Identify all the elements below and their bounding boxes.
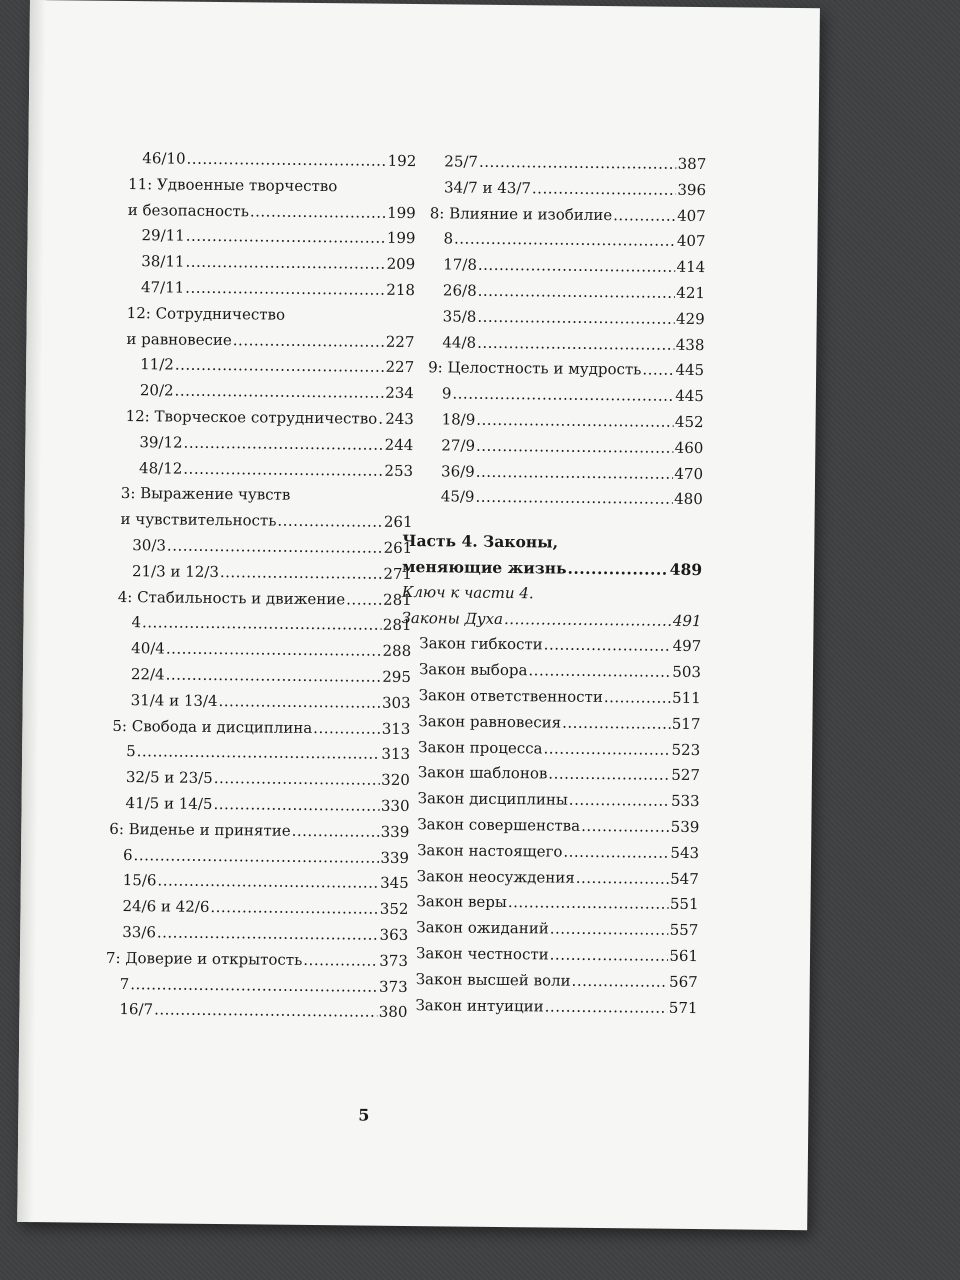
toc-entry xyxy=(400,763,700,792)
dot-leader xyxy=(166,640,382,660)
toc-entry-page: 497 xyxy=(672,637,702,656)
toc-entry-title: Закон честности xyxy=(415,944,549,964)
toc-entry-title: 9 xyxy=(441,384,452,403)
dot-leader xyxy=(154,1001,378,1021)
toc-entry xyxy=(402,557,702,586)
toc-entry-page: 571 xyxy=(668,998,698,1017)
dot-leader xyxy=(130,975,378,996)
toc-entry-page: 192 xyxy=(387,151,417,171)
toc-entry-page: 199 xyxy=(386,229,416,248)
toc-entry-title: 45/9 xyxy=(440,487,475,507)
toc-entry-title: Законы Духа xyxy=(401,608,504,628)
toc-entry-title: Закон гибкости xyxy=(419,634,543,654)
toc-entry-page: 543 xyxy=(670,843,700,862)
dot-leader xyxy=(454,230,676,250)
toc-entry xyxy=(104,355,414,384)
dot-leader xyxy=(528,661,671,680)
toc-entry-title: Закон высшей воли xyxy=(415,969,571,990)
dot-leader xyxy=(563,842,669,861)
toc-entry-title: 11/2 xyxy=(140,355,174,374)
toc-entry-page: 407 xyxy=(676,232,706,251)
toc-entry-page: 313 xyxy=(381,745,411,764)
toc-entry xyxy=(100,768,410,797)
toc-entry xyxy=(401,608,701,637)
toc-entry-page: 527 xyxy=(671,766,701,785)
toc-entry-page: 303 xyxy=(381,693,411,712)
dot-leader xyxy=(142,614,382,635)
toc-entry xyxy=(105,252,415,281)
dot-leader xyxy=(175,382,385,402)
dot-leader xyxy=(134,846,380,867)
dot-leader xyxy=(313,719,381,738)
toc-entry xyxy=(103,484,413,513)
dot-leader xyxy=(157,872,379,892)
toc-entry-page: 345 xyxy=(380,874,409,893)
toc-entry-title: 44/8 xyxy=(442,332,477,352)
toc-entry-page: 547 xyxy=(670,869,699,888)
dot-leader xyxy=(167,536,383,556)
dot-leader xyxy=(303,951,378,970)
toc-entry xyxy=(101,665,411,694)
dot-leader xyxy=(175,356,385,376)
toc-entry xyxy=(99,871,409,900)
toc-entry xyxy=(400,712,700,741)
dot-leader xyxy=(184,433,384,453)
toc-entry-page: 295 xyxy=(382,667,412,686)
toc-entry-title: 11: Удвоенные творчество xyxy=(127,174,338,196)
toc-entry xyxy=(401,634,701,663)
toc-entry-title: Закон равновесия xyxy=(418,711,562,732)
toc-entry-title: 20/2 xyxy=(139,381,174,400)
toc-entry-page: 438 xyxy=(675,335,705,354)
toc-entry-page: 363 xyxy=(379,925,409,944)
toc-entry-title: 34/7 и 43/7 xyxy=(443,178,532,198)
toc-entry-page: 561 xyxy=(669,946,699,965)
toc-entry-title: 22/4 xyxy=(130,665,165,684)
toc-entry-page: 330 xyxy=(380,796,410,815)
toc-entry-page: 460 xyxy=(674,438,704,457)
toc-entry-title: Закон неосуждения xyxy=(416,866,575,887)
toc-entry xyxy=(406,152,706,181)
toc-entry xyxy=(398,892,698,921)
toc-entry-title: 35/8 xyxy=(442,307,477,326)
toc-entry-title: 12: Сотрудничество xyxy=(126,303,286,324)
toc-entry xyxy=(405,229,705,258)
toc-entry xyxy=(100,742,410,771)
dot-leader xyxy=(477,333,675,353)
toc-entry-page: 533 xyxy=(670,791,700,811)
toc-entry xyxy=(403,461,703,490)
toc-entry-title: 40/4 xyxy=(131,639,165,658)
toc-entry-page: 281 xyxy=(382,616,412,635)
toc-entry-page: 227 xyxy=(385,358,415,377)
toc-entry xyxy=(397,995,697,1024)
toc-entry-page: 261 xyxy=(383,538,413,557)
toc-entry-title: Ключ к части 4. xyxy=(401,582,534,603)
toc-entry-title: 8 xyxy=(443,229,454,248)
toc-entry-title: Закон веры xyxy=(416,892,507,912)
page-number: 5 xyxy=(358,1105,370,1125)
toc-entry-page: 551 xyxy=(669,895,699,914)
toc-entry xyxy=(405,307,705,336)
toc-entry-title: 31/4 и 13/4 xyxy=(130,690,218,710)
toc-entry-title: 7 xyxy=(119,974,130,993)
dot-leader xyxy=(220,563,383,583)
dot-leader xyxy=(562,713,671,732)
dot-leader xyxy=(166,665,382,685)
dot-leader xyxy=(292,822,380,841)
toc-entry-title: 9: Целостность и мудрость xyxy=(428,358,642,379)
toc-entry xyxy=(398,944,698,973)
toc-entry xyxy=(102,587,412,616)
toc-entry-page: 517 xyxy=(671,714,701,733)
dot-leader xyxy=(550,945,669,964)
toc-entry xyxy=(99,794,409,823)
dot-leader xyxy=(544,636,672,655)
toc-entry-page: 523 xyxy=(671,740,701,759)
toc-entry-title: 5 xyxy=(126,742,136,761)
dot-leader xyxy=(476,411,674,431)
dot-leader xyxy=(183,459,383,479)
dot-leader xyxy=(479,153,677,173)
toc-entry-title: 6: Виденье и принятие xyxy=(109,819,291,840)
toc-entry-title: Закон ожиданий xyxy=(416,918,549,938)
toc-entry xyxy=(101,639,411,668)
toc-entry-page: 339 xyxy=(380,822,410,841)
toc-entry-title: Закон ответственности xyxy=(418,686,603,706)
dot-leader xyxy=(157,923,379,943)
toc-entry-title: и равновесие xyxy=(126,329,232,349)
toc-entry-page: 414 xyxy=(676,257,706,277)
toc-entry-title: 4: Стабильность и движение xyxy=(117,587,346,608)
toc-entry xyxy=(102,536,412,565)
toc-entry xyxy=(399,841,699,870)
toc-entry xyxy=(401,686,701,715)
toc-entry xyxy=(104,381,414,410)
toc-entry xyxy=(98,897,408,926)
toc-entry xyxy=(105,304,415,333)
dot-leader xyxy=(548,765,670,784)
dot-leader xyxy=(478,282,676,302)
dot-leader xyxy=(214,769,381,789)
toc-entry xyxy=(405,255,705,284)
dot-leader xyxy=(185,279,385,299)
toc-right-column xyxy=(397,152,706,1024)
dot-leader xyxy=(378,410,384,428)
toc-entry-page: 320 xyxy=(381,770,410,790)
toc-entry-page: 445 xyxy=(675,386,704,406)
dot-leader xyxy=(504,610,672,630)
toc-entry-page: 244 xyxy=(384,435,414,454)
toc-entry-page: 489 xyxy=(669,559,703,580)
toc-entry xyxy=(97,1000,407,1029)
toc-entry xyxy=(400,737,700,766)
toc-entry-title: 17/8 xyxy=(443,255,478,274)
toc-entry-title: Закон шаблонов xyxy=(417,763,548,783)
toc-entry-title: 33/6 xyxy=(122,922,157,942)
toc-entry-title: Закон процесса xyxy=(418,737,543,757)
dot-leader xyxy=(543,739,670,758)
dot-leader xyxy=(508,893,669,913)
toc-entry xyxy=(403,487,703,516)
dot-leader xyxy=(476,436,674,456)
toc-entry-title: 4 xyxy=(131,613,142,632)
dot-leader xyxy=(569,791,670,810)
toc-entry-title: 24/6 и 42/6 xyxy=(122,897,210,917)
toc-entry-title: 3: Выражение чувств xyxy=(120,484,291,505)
toc-entry-page: 452 xyxy=(674,412,704,432)
toc-entry xyxy=(101,613,411,642)
toc-entry-title: 25/7 xyxy=(444,152,479,171)
toc-entry-title: Закон дисциплины xyxy=(417,789,568,809)
toc-entry-title: Закон интуиции xyxy=(415,995,544,1015)
dot-leader xyxy=(613,206,676,225)
toc-entry-page: 313 xyxy=(381,719,411,738)
toc-entry xyxy=(103,407,413,436)
toc-entry-title: 46/10 xyxy=(142,149,186,168)
toc-entry-title: 29/11 xyxy=(141,226,185,246)
toc-entry xyxy=(104,329,414,358)
dot-leader xyxy=(452,385,674,405)
toc-entry-page: 407 xyxy=(677,206,706,225)
toc-entry-page: 491 xyxy=(672,611,702,630)
dot-leader xyxy=(277,512,383,531)
toc-entry xyxy=(406,178,706,207)
toc-entry-title: 38/11 xyxy=(141,252,185,271)
toc-entry xyxy=(402,531,702,560)
toc-entry-page: 234 xyxy=(385,383,414,403)
toc-entry-page: 387 xyxy=(677,154,707,174)
toc-entry-title: 12: Творческое сотрудничество xyxy=(125,406,378,428)
toc-entry xyxy=(106,149,416,178)
toc-entry xyxy=(404,384,704,413)
toc-entry xyxy=(404,333,704,362)
toc-entry-title: 5: Свобода и дисциплина xyxy=(112,716,313,737)
dot-leader xyxy=(475,488,673,508)
toc-entry-page: 373 xyxy=(378,977,408,996)
toc-entry xyxy=(401,660,701,689)
toc-entry-title: и безопасность xyxy=(127,200,250,220)
dot-leader xyxy=(477,307,675,327)
dot-leader xyxy=(567,559,668,579)
toc-entry xyxy=(98,948,408,977)
toc-entry-title: 8: Влияние и изобилие xyxy=(429,203,613,224)
toc-entry-page: 539 xyxy=(670,817,700,836)
dot-leader xyxy=(210,898,379,918)
toc-entry xyxy=(405,281,705,310)
toc-entry xyxy=(103,433,413,462)
toc-entry-page: 271 xyxy=(383,564,413,583)
toc-entry-title: Закон совершенства xyxy=(417,815,581,835)
toc-entry-page: 261 xyxy=(383,512,413,532)
dot-leader xyxy=(642,361,674,379)
toc-entry-page: 288 xyxy=(382,641,412,661)
toc-entry-page: 373 xyxy=(379,951,409,970)
toc-entry-title: 16/7 xyxy=(119,1000,154,1019)
toc-entry xyxy=(404,358,704,387)
toc-entry-page: 567 xyxy=(669,972,698,991)
dot-leader xyxy=(233,331,385,351)
dot-leader xyxy=(186,227,386,247)
toc-entry-page: 253 xyxy=(384,461,414,480)
toc-entry xyxy=(403,410,703,439)
toc-entry-title: 41/5 и 14/5 xyxy=(125,793,213,813)
toc-entry-title: 15/6 xyxy=(122,871,157,890)
toc-entry xyxy=(399,789,699,818)
toc-entry-page: 352 xyxy=(379,899,409,919)
dot-leader xyxy=(137,742,381,763)
toc-entry-page: 503 xyxy=(672,662,702,682)
dot-leader xyxy=(185,253,385,273)
toc-entry-title: 27/9 xyxy=(441,436,476,455)
toc-entry xyxy=(398,918,698,947)
dot-leader xyxy=(218,692,381,712)
toc-entry-page: 396 xyxy=(677,180,707,199)
toc-entry-title: 7: Доверие и открытость xyxy=(105,948,303,969)
toc-entry-title: 48/12 xyxy=(139,458,183,478)
toc-entry xyxy=(106,175,416,204)
dot-leader xyxy=(478,256,676,276)
toc-entry-title: 47/11 xyxy=(140,278,185,297)
toc-entry xyxy=(105,278,415,307)
dot-leader xyxy=(213,795,380,815)
toc-entry xyxy=(106,200,416,229)
dot-leader xyxy=(581,817,670,836)
toc-entry xyxy=(99,819,409,848)
toc-entry-title: Закон выбора xyxy=(418,660,528,680)
toc-entry xyxy=(398,970,698,999)
toc-entry-page: 281 xyxy=(383,590,412,609)
toc-entry xyxy=(103,458,413,487)
toc-entry-title: меняющие жизнь xyxy=(401,556,567,578)
dot-leader xyxy=(550,920,669,939)
toc-entry-page: 227 xyxy=(385,332,415,351)
book-page xyxy=(17,0,820,1230)
toc-entry xyxy=(105,226,415,255)
toc-entry-page: 218 xyxy=(386,280,416,300)
toc-entry-page: 511 xyxy=(671,688,701,707)
toc-entry-title: Закон настоящего xyxy=(417,840,563,861)
toc-entry-page: 209 xyxy=(386,254,416,274)
toc-entry-page: 243 xyxy=(385,409,414,429)
toc-entry xyxy=(101,691,411,720)
toc-entry-page: 199 xyxy=(387,203,416,222)
dot-leader xyxy=(545,997,668,1016)
toc-entry-title: 26/8 xyxy=(442,281,477,300)
toc-entry-page: 557 xyxy=(669,920,699,940)
toc-entry-page: 445 xyxy=(675,361,705,380)
toc-entry-page: 470 xyxy=(674,464,704,483)
dot-leader xyxy=(572,971,669,990)
toc-entry-title: 30/3 xyxy=(132,536,167,555)
toc-entry xyxy=(102,562,412,591)
toc-entry xyxy=(102,510,412,539)
dot-leader xyxy=(576,868,670,887)
toc-entry-title: 36/9 xyxy=(440,461,475,481)
toc-entry xyxy=(98,923,408,952)
toc-entry-page: 380 xyxy=(378,1003,408,1022)
toc-entry-title: 32/5 и 23/5 xyxy=(125,768,213,788)
toc-entry xyxy=(399,815,699,844)
dot-leader xyxy=(532,179,677,199)
toc-entry-title: 18/9 xyxy=(441,410,476,429)
toc-entry-page: 421 xyxy=(676,283,706,303)
dot-leader xyxy=(186,150,386,170)
dot-leader xyxy=(604,688,671,707)
toc-entry-title: и чувствительность xyxy=(120,510,277,530)
toc-entry xyxy=(100,716,410,745)
dot-leader xyxy=(250,202,386,221)
toc-entry-title: 6 xyxy=(122,845,133,864)
toc-entry xyxy=(399,866,699,895)
toc-entry-title: 39/12 xyxy=(139,432,183,452)
toc-entry-title: Часть 4. Законы, xyxy=(402,531,559,552)
toc-entry xyxy=(406,204,706,233)
toc-entry-page: 339 xyxy=(380,848,410,867)
toc-left-column xyxy=(97,149,416,1029)
toc-entry-title: 21/3 и 12/3 xyxy=(131,561,220,581)
toc-entry xyxy=(403,436,703,465)
dot-leader xyxy=(476,462,674,482)
toc-entry xyxy=(98,974,408,1003)
toc-entry-page: 480 xyxy=(674,490,703,509)
toc-entry xyxy=(402,583,702,612)
dot-leader xyxy=(346,590,382,608)
toc-entry-page: 429 xyxy=(675,309,705,328)
toc-entry xyxy=(99,845,409,874)
